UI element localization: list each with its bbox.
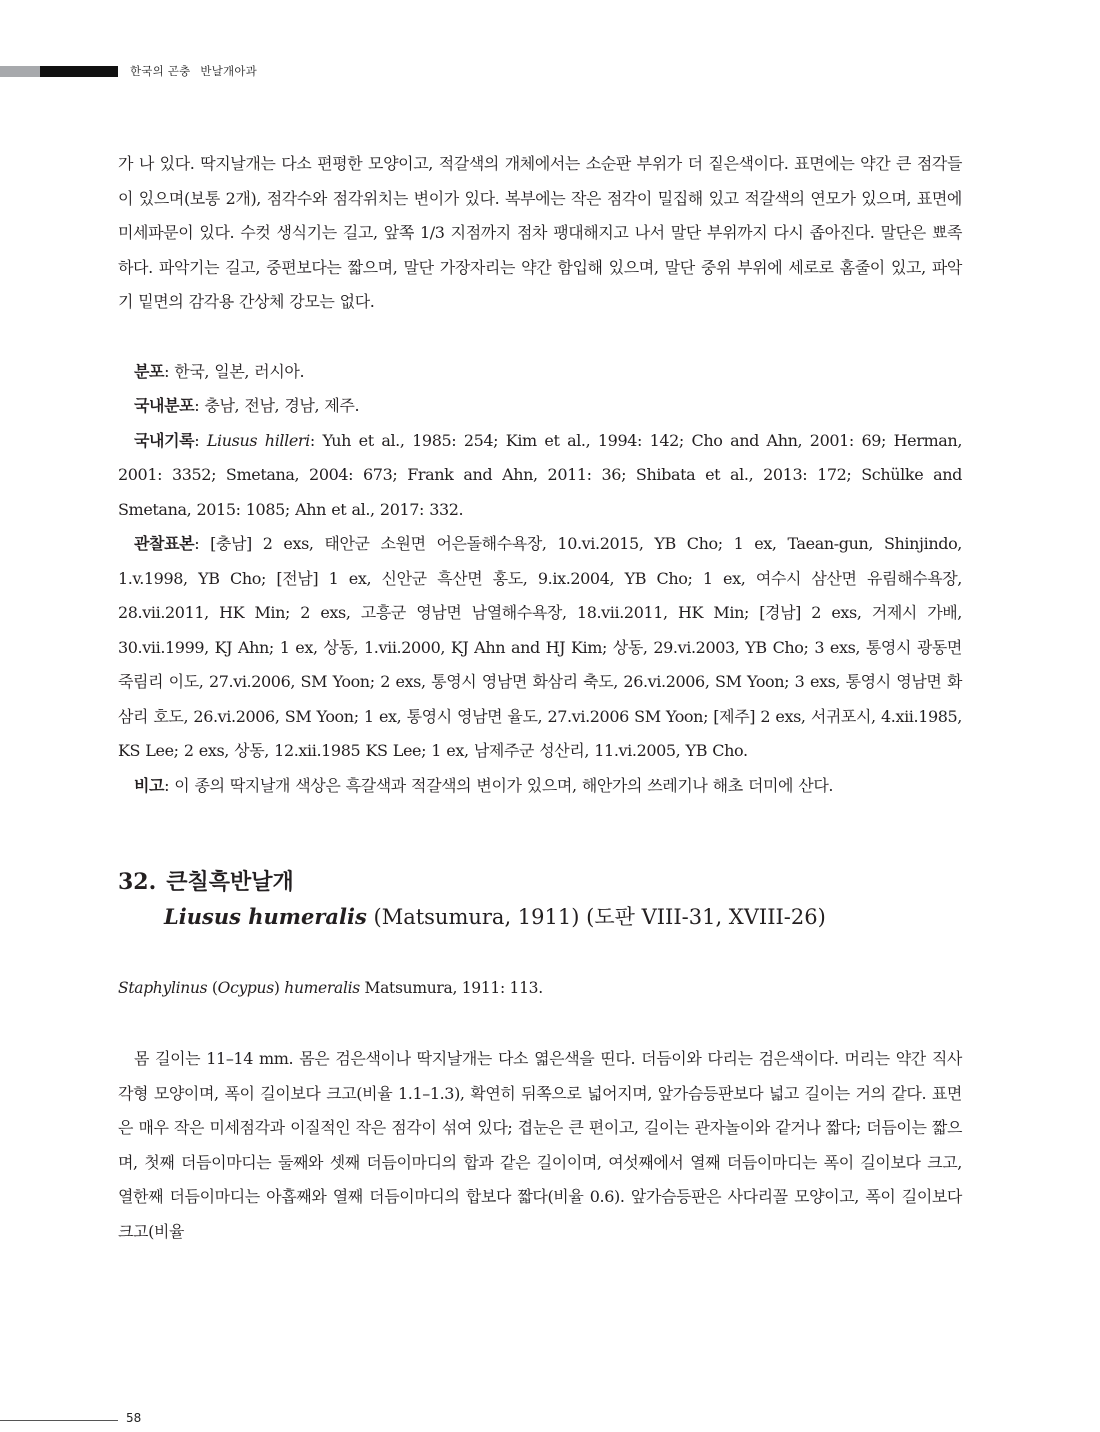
distribution-label: 분포	[134, 361, 165, 381]
remarks-text: : 이 종의 딱지날개 색상은 흑갈색과 적갈색의 변이가 있으며, 해안가의 쓰레기나 해초 더미에 산다.	[164, 775, 834, 795]
header-black-bar	[40, 66, 118, 77]
header-family-title: 반날개아과	[200, 64, 257, 78]
distribution-text: : 한국, 일본, 러시아.	[164, 361, 305, 381]
specimens-paragraph	[118, 527, 962, 769]
intro-paragraph: 가 나 있다. 딱지날개는 다소 편평한 모양이고, 적갈색의 개체에서는 소순판 부위가 더 짙은색이다. 표면에는 약간 큰 점각들이 있으며(보통 2개), 점각수와 점각위치는 변이가 있다. 복부에는 작은 점각이 밀집해 있고 적갈색의 연모가 있으며, 표면에 미세파문이 있다. 수컷 생식기는 길고, 앞쪽 1/3 지점까지 점차 팽대해지고 나서 말단 부위까지 다시 좁아진다. 말단은 뾰족하다. 파악기는 길고, 중편보다는 짧으며, 말단 가장자리는 약간 함입해 있으며, 말단 중위 부위에 세로로 홈줄이 있고, 파악기 밑면의 감각용 간상체 강모는 없다.	[118, 154, 962, 311]
page-body	[118, 147, 962, 1249]
synonym-species: humeralis	[284, 979, 360, 997]
page-number: 58	[126, 1411, 142, 1425]
distribution-line	[118, 355, 962, 390]
specimens-label: 관찰표본	[134, 534, 195, 553]
synonym-line	[118, 976, 962, 1000]
synonym-genus: Staphylinus	[118, 979, 208, 997]
header-title	[130, 63, 257, 79]
domestic-records-label: 국내기록	[134, 430, 195, 450]
species-scientific-line	[164, 900, 962, 934]
remarks-label: 비고	[134, 775, 165, 795]
remarks-line	[118, 769, 962, 804]
synonym-citation: Matsumura, 1911: 113.	[359, 979, 543, 997]
synonym-paren-close: )	[273, 979, 285, 997]
synonym-paren-open: (	[207, 979, 218, 997]
species-korean-name: 큰칠흑반날개	[166, 870, 294, 895]
domestic-distribution-label: 국내분포	[134, 396, 195, 415]
species-author: (Matsumura, 1911)	[373, 905, 580, 929]
domestic-distribution-line	[118, 389, 962, 424]
domestic-distribution-text: : 충남, 전남, 경남, 제주.	[194, 396, 360, 415]
species-plates: (도판 VIII-31, XVIII-26)	[586, 905, 826, 929]
header-book-title: 한국의 곤충	[130, 64, 191, 78]
species-number: 32.	[118, 869, 157, 895]
footer-rule	[0, 1420, 118, 1421]
domestic-records-paragraph	[118, 424, 962, 528]
species-heading	[118, 865, 962, 900]
synonym-subgenus: Ocypus	[217, 979, 274, 997]
header-gray-bar	[0, 66, 40, 77]
domestic-records-species: Liusus hilleri	[206, 430, 310, 450]
description-paragraph: 몸 길이는 11–14 mm. 몸은 검은색이나 딱지날개는 다소 엷은색을 띤다. 더듬이와 다리는 검은색이다. 머리는 약간 직사각형 모양이며, 폭이 길이보다 크고(비율 1.1–1.3), 확연히 뒤쪽으로 넓어지며, 앞가슴등판보다 넓고 길이는 거의 같다. 표면은 매우 작은 미세점각과 이질적인 작은 점각이 섞여 있다; 겹눈은 큰 편이고, 길이는 관자놀이와 같거나 짧다; 더듬이는 짧으며, 첫째 더듬이마디는 둘째와 셋째 더듬이마디의 합과 같은 길이이며, 여섯째에서 열째 더듬이마디는 폭이 길이보다 크고, 열한째 더듬이마디는 아홉째와 열째 더듬이마디의 합보다 짧다(비율 0.6). 앞가슴등판은 사다리꼴 모양이고, 폭이 길이보다 크고(비율	[118, 1049, 962, 1241]
specimens-text: : [충남] 2 exs, 태안군 소원면 어은돌해수욕장, 10.vi.2015, YB Cho; 1 ex, Taean-gun, Shinjindo, 1.v.1998, YB Cho; [전남] 1 ex, 신안군 흑산면 홍도, 9.ix.2004, YB Cho; 1 ex, 여수시 삼산면 유림해수욕장, 28.vii.2011, HK Min; 2 exs, 고흥군 영남면 남열해수욕장, 18.vii.2011, HK Min; [경남] 2 exs, 거제시 가배, 30.vii.1999, KJ Ahn; 1 ex, 상동, 1.vii.2000, KJ Ahn and HJ Kim; 상동, 29.vi.2003, YB Cho; 3 exs, 통영시 광동면 죽림리 이도, 27.vi.2006, SM Yoon; 2 exs, 통영시 영남면 화삼리 축도, 26.vi.2006, SM Yoon; 3 exs, 통영시 영남면 화삼리 호도, 26.vi.2006, SM Yoon; 1 ex, 통영시 영남면 율도, 27.vi.2006 SM Yoon; [제주] 2 exs, 서귀포시, 4.xii.1985, KS Lee; 2 exs, 상동, 12.xii.1985 KS Lee; 1 ex, 남제주군 성산리, 11.vi.2005, YB Cho.	[118, 534, 962, 760]
domestic-records-sep: :	[194, 430, 207, 450]
domestic-records-text: : Yuh et al., 1985: 254; Kim et al., 1994: 142; Cho and Ahn, 2001: 69; Herman, 2001: 3352; Smetana, 2004: 673; Frank and Ahn, 2011: 36; Shibata et al., 2013: 172; Schülke and Smetana, 2015: 1085; Ahn et al., 2017: 332.	[118, 430, 963, 519]
species-scientific-name: Liusus humeralis	[164, 904, 367, 929]
